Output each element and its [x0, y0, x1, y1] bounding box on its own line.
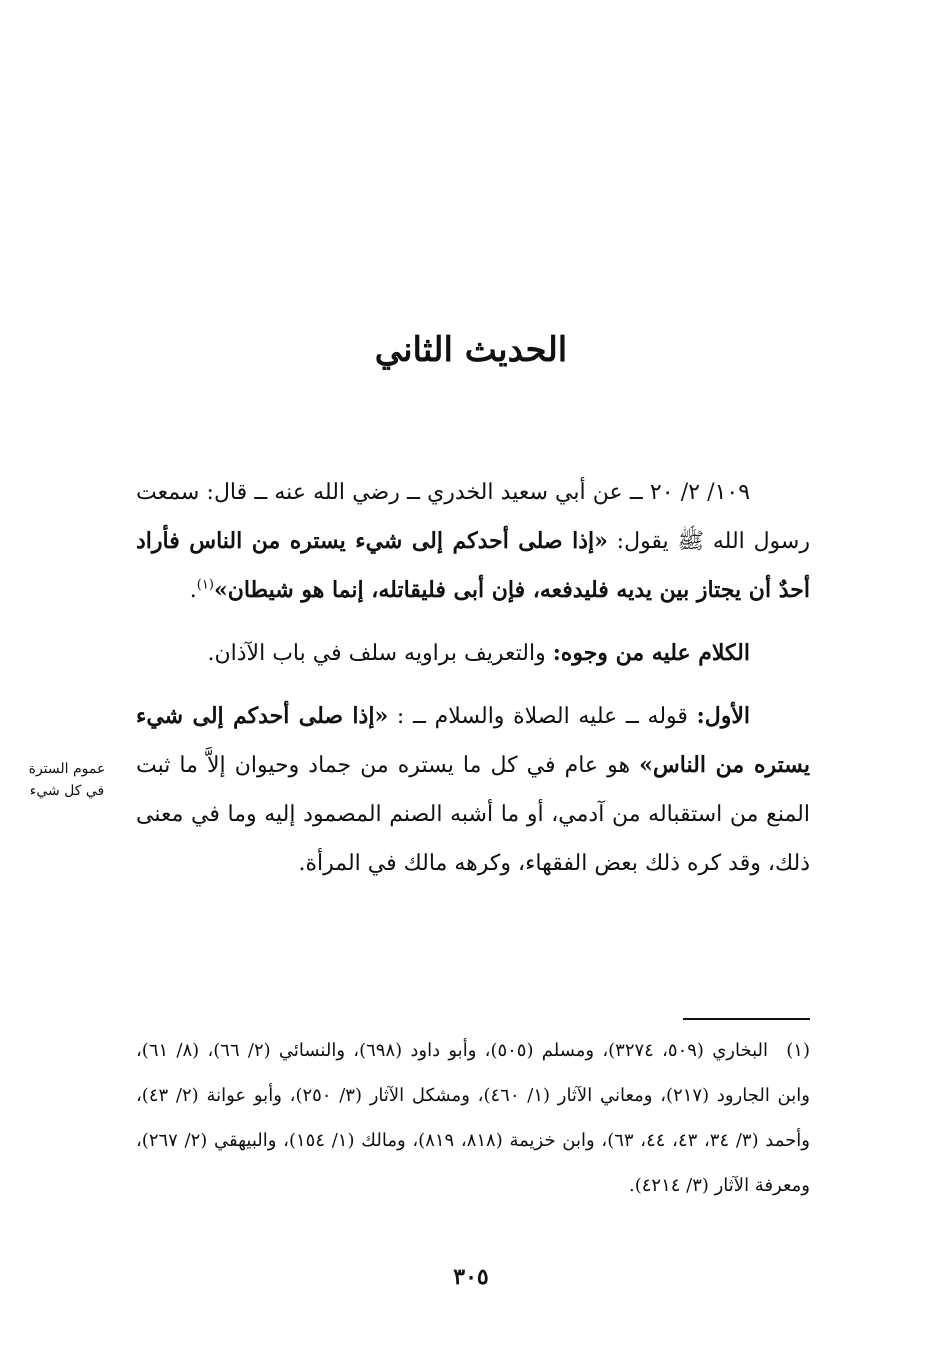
commentary-heading: الكلام عليه من وجوه:: [552, 640, 750, 666]
margin-note-line-1: عموم السترة: [28, 761, 106, 777]
margin-note-line-2: في كل شيء: [29, 783, 105, 799]
first-point-label: الأول:: [696, 703, 750, 729]
first-point-text: هو عام في كل ما يستره من جماد وحيوان إلاَّ ما ثبت المنع من استقباله من آدمي، أو ما أشبه الصنم المصمود إليه وما في معنى ذلك، وقد كره ذلك بعض الفقهاء، وكرهه مالك في المرأة.: [136, 753, 810, 876]
hadith-paragraph: [136, 468, 810, 615]
commentary-text: والتعريف براويه سلف في باب الآذان.: [207, 641, 553, 666]
hadith-quote: «إذا صلى أحدكم إلى شيء يستره من الناس فأراد أحدٌ أن يجتاز بين يديه فليدفعه، فإن أبى فليقاتله، إنما هو شيطان»: [136, 528, 810, 603]
main-text: [136, 468, 810, 902]
first-point-quote: «إذا صلى أحدكم إلى شيء يستره من الناس»: [136, 703, 810, 778]
footnote-divider: [683, 1018, 810, 1020]
footnote-reference: (١): [196, 577, 214, 593]
first-point-paragraph: [136, 692, 810, 888]
chapter-title: الحديث الثاني: [374, 330, 568, 370]
footnote: [136, 1028, 810, 1208]
footnote-text: البخاري (٥٠٩، ٣٢٧٤)، ومسلم (٥٠٥)، وأبو داود (٦٩٨)، والنسائي (٢/ ٦٦)، (٨/ ٦١)، وابن الجارود (٢١٧)، ومعاني الآثار (١/ ٤٦٠)، ومشكل الآثار (٣/ ٢٥٠)، وأبو عوانة (٢/ ٤٣)، وأحمد (٣/ ٣٤، ٤٣، ٤٤، ٦٣)، وابن خزيمة (٨١٨، ٨١٩)، ومالك (١/ ١٥٤)، والبيهقي (٢/ ٢٦٧)، ومعرفة الآثار (٣/ ٤٢١٤).: [136, 1040, 810, 1196]
hadith-end: .: [189, 578, 197, 603]
hadith-number: ١٠٩/ ٢/ ٢٠: [649, 480, 751, 505]
commentary-paragraph: [136, 629, 810, 678]
first-point-intro: قوله ــ عليه الصلاة والسلام ــ :: [388, 704, 697, 729]
hadith-intro: ــ عن أبي سعيد الخدري ــ رضي الله عنه ــ قال: سمعت رسول الله ﷺ يقول:: [136, 480, 810, 554]
margin-note: [8, 758, 126, 802]
footnote-marker: (١): [786, 1040, 810, 1061]
page-number: ٣٠٥: [453, 1264, 489, 1290]
